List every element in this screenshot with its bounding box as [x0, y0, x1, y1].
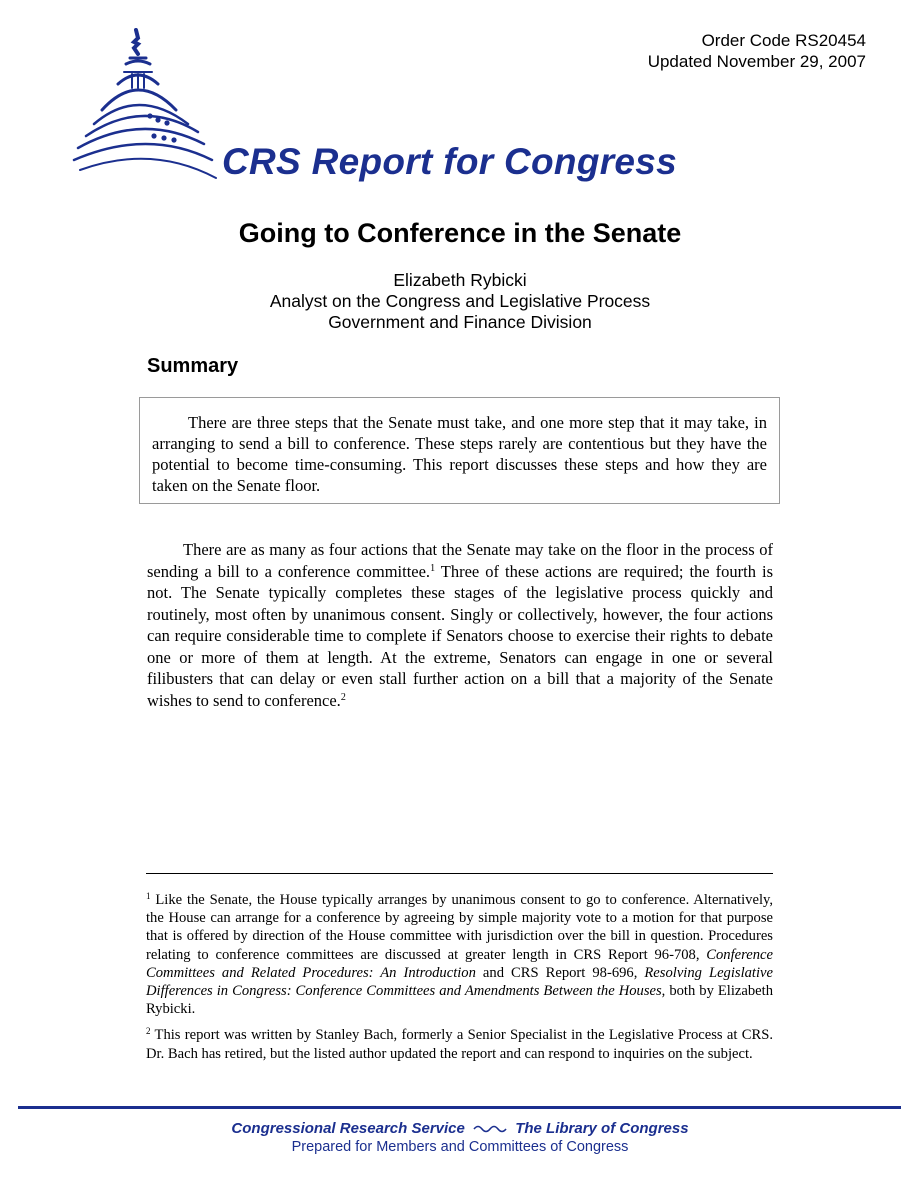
footnote-number: 1 [146, 891, 151, 901]
report-title: Going to Conference in the Senate [238, 218, 682, 248]
body-paragraph [147, 539, 773, 711]
body-text-part: There are as many as four actions that the Senate may take on the floor in the process of sending a bill to a conference committee. [147, 540, 773, 581]
order-info [648, 30, 866, 72]
footer-crs: Congressional Research Service [231, 1120, 465, 1137]
body-text [147, 539, 773, 711]
footer-publisher [0, 1120, 920, 1137]
footnote-2 [146, 1026, 773, 1062]
updated-date: Updated November 29, 2007 [647, 52, 866, 71]
footnote-divider [146, 873, 773, 874]
author-block [0, 270, 920, 333]
masthead-title: CRS Report for Congress [222, 141, 678, 182]
footnote-text: , both by Elizabeth Rybicki. [146, 983, 773, 1018]
order-code: Order Code RS20454 [701, 31, 866, 50]
footnote-ref-1[interactable]: 1 [430, 562, 436, 574]
summary-heading: Summary [147, 355, 239, 377]
footnotes [146, 891, 773, 1071]
footer-loc: The Library of Congress [515, 1120, 689, 1137]
capitol-dome-logo [72, 28, 222, 188]
summary-box [139, 397, 780, 504]
summary-text: There are three steps that the Senate must take, and one more step that it may take, in arranging to send a bill to conference. These steps rarely are contentious but they have the potential to become time-consuming. This report discusses these steps and how they are taken on the Senate floor. [152, 413, 767, 495]
cited-report-title: Resolving Legislative Differences in Congress: Conference Committees and Amendments Between the Houses [146, 964, 773, 1000]
author-division: Government and Finance Division [328, 312, 592, 332]
author-name: Elizabeth Rybicki [393, 270, 527, 290]
footer-rule [18, 1106, 901, 1109]
footnote-number: 2 [146, 1026, 151, 1037]
footnote-ref-2[interactable]: 2 [340, 691, 346, 703]
footnote-text: and CRS Report 98-696, [475, 964, 645, 981]
body-text-part: Three of these actions are required; the fourth is not. The Senate typically completes these stages of the legislative process quickly and routinely, most often by unanimous consent. Singly or collectively, however, the four actions can require considerable time to complete if Senators choose to exercise their rights to debate one or more of them at length. At the extreme, Senators can engage in one or several filibusters that can delay or even stall further action on a bill that a majority of the Senate wishes to send to conference. [147, 561, 773, 710]
ornament-icon [473, 1123, 507, 1135]
footnote-text: Like the Senate, the House typically arranges by unanimous consent to go to conference. Alternatively, the House can arrange for a conference by agreeing by simple majority vote to a motion for that purpose that is offered by direction of the House committee with jurisdiction over the bill in question. Procedures relating to conference committees are discussed at greater length in CRS Report 96-708, [146, 892, 773, 963]
footer-subline: Prepared for Members and Committees of Congress [291, 1139, 629, 1155]
footnote-text: This report was written by Stanley Bach, formerly a Senior Specialist in the Legislative Process at CRS. Dr. Bach has retired, but the listed author updated the report and can respond to inquiries on the subject. [146, 1027, 773, 1062]
cited-report-title: Conference Committees and Related Procedures: An Introduction [146, 946, 773, 981]
author-role: Analyst on the Congress and Legislative Process [269, 291, 651, 311]
footnote-1 [146, 891, 773, 1018]
